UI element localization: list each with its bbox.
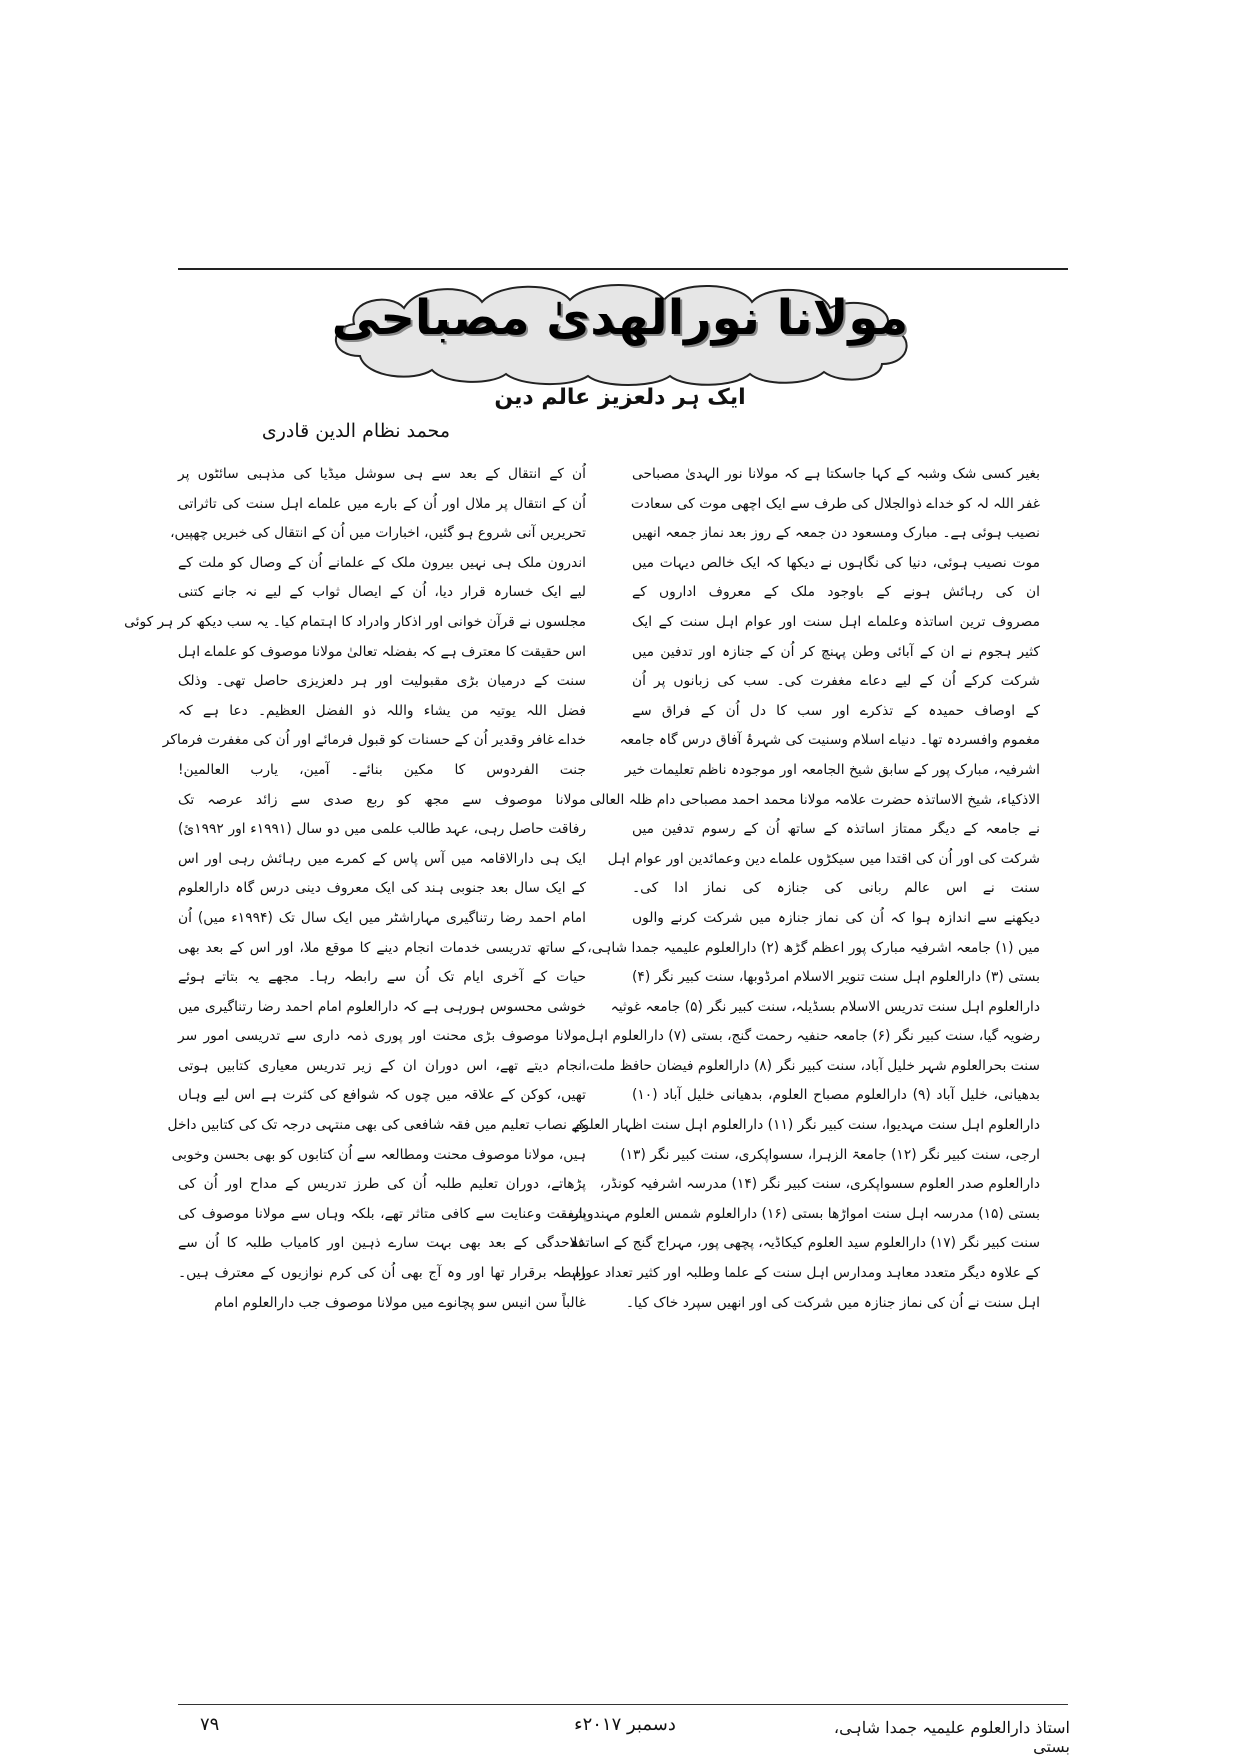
text-line: رفاقت حاصل رہی، عہد طالب علمی میں دو سال (۱۹۹۱ء اور ۱۹۹۲ئ) (178, 821, 586, 838)
text-line: غالباً سن انیس سو پچانوے میں مولانا موصوف جب دارالعلوم امام (214, 1294, 586, 1311)
text-line: خوشی محسوس ہورہی ہے کہ دارالعلوم امام احمد رضا رتناگیری میں (178, 998, 586, 1015)
text-line: نصیب ہوئی ہے۔ مبارک ومسعود دن جمعہ کے روز بعد نماز جمعہ انھیں (632, 525, 1040, 542)
text-line: میں (۱) جامعہ اشرفیہ مبارک پور اعظم گڑھ (۲) دارالعلوم علیمیہ جمدا شاہی، (587, 939, 1040, 956)
text-line: بستی (۱۵) مدرسہ اہل سنت امواڑھا بستی (۱۶) دارالعلوم شمس العلوم مہندوپار، (567, 1205, 1040, 1222)
text-line: اشرفیہ، مبارک پور کے سابق شیخ الجامعہ اور موجودہ ناظم تعلیمات خیر (624, 761, 1040, 778)
text-line: دارالعلوم اہل سنت مہدیوا، سنت کبیر نگر (۱۱) دارالعلوم اہل سنت اظہار العلوم (573, 1117, 1040, 1134)
text-line: امام احمد رضا رتناگیری مہاراشٹر میں ایک سال تک (۱۹۹۴ء میں) اُن (178, 909, 586, 926)
text-line: دارالعلوم صدر العلوم سسواپکری، سنت کبیر نگر (۱۴) مدرسہ اشرفیہ کونڈر، (599, 1176, 1040, 1193)
text-line: اُن کے انتقال پر ملال اور اُن کے بارے میں علماے اہل سنت کی تاثراتی (178, 495, 586, 512)
text-line: سنت نے اس عالم ربانی کی جنازہ کی نماز ادا کی۔ (632, 880, 1040, 897)
text-line: رضویہ گیا، سنت کبیر نگر (۶) جامعہ حنفیہ رحمت گنج، بستی (۷) دارالعلوم اہل (585, 1028, 1040, 1045)
text-line: پڑھاتے، دوران تعلیم طلبہ اُن کی طرز تدریس کے مداح اور اُن کی (178, 1176, 586, 1193)
top-rule (178, 268, 1068, 270)
text-line: مولانا موصوف سے مجھ کو ربع صدی سے زائد عرصہ تک (178, 791, 586, 808)
text-line: ایک ہی دارالاقامہ میں آس پاس کے کمرے میں رہائش رہی اور اس (178, 850, 586, 867)
text-line: بدھیانی، خلیل آباد (۹) دارالعلوم مصباح العلوم، بدھیانی خلیل آباد (۱۰) (632, 1087, 1040, 1104)
text-line: کے نصاب تعلیم میں فقہ شافعی کی بھی منتہی درجہ تک کی کتابیں داخل (167, 1117, 586, 1134)
text-line: سنت بحرالعلوم شہر خلیل آباد، سنت کبیر نگر (۸) دارالعلوم فیضان حافظ ملت، (585, 1057, 1040, 1074)
article-title: مولانا نورالھدیٰ مصباحی (331, 290, 909, 346)
text-line: تھیں، کوکن کے علاقہ میں چوں کہ شوافع کی کثرت ہے اس لیے وہاں (178, 1087, 586, 1104)
text-line: اندرون ملک ہی نہیں بیرون ملک کے علمانے اُن کے وصال کو ملت کے (178, 554, 586, 571)
text-line: تحریریں آنی شروع ہو گئیں، اخبارات میں اُن کے انتقال کی خبریں چھپیں، (170, 525, 586, 542)
text-line: بغیر کسی شک وشبہ کے کہا جاسکتا ہے کہ مولانا نور الہدیٰ مصباحی (632, 466, 1040, 482)
text-line: سنت کبیر نگر (۱۷) دارالعلوم سید العلوم کیکاڈیہ، پچھی پور، مہراج گنج کے اساتذہ (570, 1235, 1040, 1252)
text-line: غفر اللہ لہ کو خداے ذوالجلال کی طرف سے ایک اچھی موت کی سعادت (630, 495, 1040, 512)
text-line: کے ساتھ تدریسی خدمات انجام دینے کا موقع ملا، اور اس کے بعد بھی (178, 939, 586, 956)
text-line: شرکت کی اور اُن کی اقتدا میں سیکڑوں علماے دین وعمائدین اور عوام اہل (607, 850, 1040, 867)
left-column (124, 460, 586, 1318)
text-line: مصروف ترین اساتذہ وعلماے اہل سنت اور عوام اہل سنت کے ایک (632, 613, 1040, 630)
text-line: کے اوصاف حمیدہ کے تذکرے اور سب کا دل اُن کے فراق سے (632, 702, 1040, 719)
text-line: خداے غافر وقدیر اُن کے حسنات کو قبول فرمائے اور اُن کی مغفرت فرماکر (162, 732, 586, 749)
text-line: کے علاوہ دیگر متعدد معاہد ومدارس اہل سنت کے علما وطلبہ اور کثیر تعداد عوام (572, 1265, 1040, 1282)
text-line: اُن کے انتقال کے بعد سے ہی سوشل میڈیا کی مذہبی سائٹوں پر (178, 466, 586, 482)
text-line: جنت الفردوس کا مکین بنائے۔ آمین، یارب العالمین! (178, 761, 586, 778)
text-line: ہیں، مولانا موصوف محنت ومطالعہ سے اُن کتابوں کو بھی بحسن وخوبی (171, 1146, 586, 1163)
text-line: نے جامعہ کے دیگر ممتاز اساتذہ کے ساتھ اُن کے رسوم تدفین میں (632, 821, 1040, 838)
text-line: کثیر ہجوم نے ان کے آبائی وطن پہنچ کر اُن کے جنازہ اور تدفین میں (632, 643, 1040, 660)
text-line: دیکھنے سے اندازہ ہوا کہ اُن کی نماز جنازہ میں شرکت کرنے والوں (632, 909, 1040, 926)
text-line: کے ایک سال بعد جنوبی ہند کی ایک معروف دینی درس گاہ دارالعلوم (178, 880, 586, 897)
text-line: بستی (۳) دارالعلوم اہل سنت تنویر الاسلام امرڈوبھا، سنت کبیر نگر (۴) (632, 969, 1040, 986)
text-line: ان کی رہائش ہونے کے باوجود ملک کے معروف اداروں کے (632, 584, 1040, 601)
text-line: سنت کے درمیان بڑی مقبولیت اور ہر دلعزیزی حاصل تھی۔ وذلک (178, 673, 586, 690)
text-line: مجلسوں نے قرآن خوانی اور اذکار وادراد کا اہتمام کیا۔ یہ سب دیکھ کر ہر کوئی (124, 613, 586, 630)
text-line: مولانا موصوف بڑی محنت اور پوری ذمہ داری سے تدریسی امور سر (178, 1028, 586, 1045)
text-line: مغموم وافسردہ تھا۔ دنیاے اسلام وسنیت کی شہرۂ آفاق درس گاہ جامعہ (619, 732, 1040, 749)
text-line: علاحدگی کے بعد بھی بہت سارے ذہین اور کامیاب طلبہ کا اُن سے (178, 1235, 586, 1252)
text-line: اہل سنت نے اُن کی نماز جنازہ میں شرکت کی اور انھیں سپرد خاک کیا۔ (625, 1294, 1040, 1311)
text-line: شفقت وعنایت سے کافی متاثر تھے، بلکہ وہاں سے مولانا موصوف کی (178, 1205, 586, 1222)
article-subtitle: ایک ہر دلعزیز عالم دین (494, 385, 746, 410)
right-column (567, 460, 1040, 1318)
text-line: شرکت کرکے اُن کے لیے دعاے مغفرت کی۔ سب کی زبانوں پر اُن (632, 673, 1040, 690)
text-line: فضل اللہ یوتیہ من یشاء واللہ ذو الفضل العظیم۔ دعا ہے کہ (178, 702, 586, 719)
text-line: ارجی، سنت کبیر نگر (۱۲) جامعۃ الزہرا، سسواپکری، سنت کبیر نگر (۱۳) (620, 1146, 1040, 1163)
text-line: رابطہ برقرار تھا اور وہ آج بھی اُن کی کرم نوازیوں کے معترف ہیں۔ (178, 1265, 586, 1282)
text-line: لیے ایک خسارہ قرار دیا، اُن کے ایصال ثواب کے لیے نہ جانے کتنی (178, 584, 586, 601)
text-line: انجام دیتے تھے، اس دوران ان کے زیر تدریس معیاری کتابیں ہوتی (178, 1057, 586, 1074)
text-line: الاذکیاء، شیخ الاساتذہ حضرت علامہ مولانا محمد احمد مصباحی دام ظلہ العالی (589, 791, 1040, 808)
text-line: اس حقیقت کا معترف ہے کہ بفضلہ تعالیٰ مولانا موصوف کو علماے اہل (177, 643, 586, 660)
footer-rule (178, 1704, 1068, 1705)
text-line: حیات کے آخری ایام تک اُن سے رابطہ رہا۔ مجھے یہ بتاتے ہوئے (178, 969, 586, 986)
page-number: ۷۹ (200, 1714, 220, 1735)
text-line: دارالعلوم اہل سنت تدریس الاسلام بسڈیلہ، سنت کبیر نگر (۵) جامعہ غوثیہ (610, 998, 1040, 1015)
author-name: محمد نظام الدین قادری (261, 420, 450, 442)
author-affiliation: استاذ دارالعلوم علیمیہ جمدا شاہی، بستی (833, 1718, 1070, 1756)
issue-date: دسمبر ۲۰۱۷ء (574, 1714, 676, 1735)
text-line: موت نصیب ہوئی، دنیا کی نگاہوں نے دیکھا کہ ایک خالص دیہات میں (632, 554, 1040, 571)
